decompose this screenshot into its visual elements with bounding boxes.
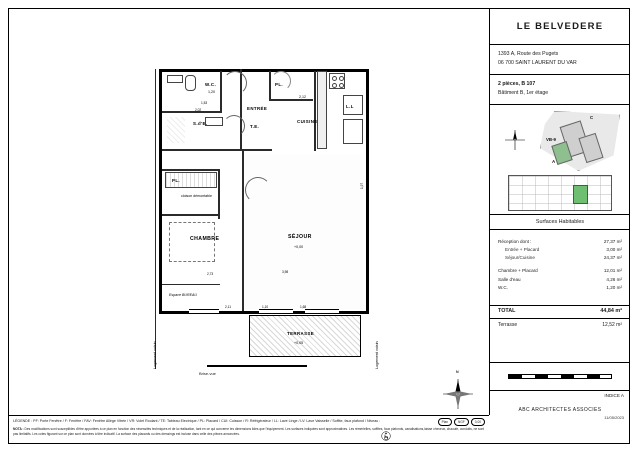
partition-hall-bottom	[162, 149, 242, 151]
partition-bedroom-right	[242, 151, 244, 311]
scale-bar-block	[490, 363, 630, 391]
room-level-sejour: +0,00	[294, 245, 304, 249]
legend-block	[9, 415, 489, 443]
key-plan-highlight-unit	[573, 185, 588, 204]
surface-label: Séjour/Cuisine	[505, 255, 535, 261]
window-sejour-2	[305, 309, 339, 314]
agency-name: ABC ARCHITECTES ASSOCIES	[518, 407, 602, 413]
partition-closet-top	[162, 169, 220, 171]
surface-value: 1,20 m²	[606, 285, 622, 291]
wall-right	[366, 69, 369, 314]
surface-label: Entrée + Placard	[505, 246, 540, 252]
fixture-wc-sink	[167, 75, 183, 83]
window-sejour-1	[259, 309, 293, 314]
legend-note-text: Des modifications sont susceptibles d'être apportées à ce plan en fonction des nécessités techniques et de la réalisation, tant en ce qui concerne les dimensions lides que l'équipement. Les surfaces indiquées sont approximatives. Les rémérielles, soffites, faux plafonds, canalisations,laisse cheveux, chauufe, conduits, ne sont pas limitatifs. Les cotes figurant sur ce plan sont données à titre indicatif. La surface des placards ou des dressings est incluse dans celle des pièces annoncées.	[13, 426, 485, 436]
bedroom-furniture-outline	[169, 222, 215, 262]
dim-sejour: 3,98	[282, 270, 289, 274]
label-cloison-demontable: cloison démontable	[181, 194, 212, 198]
partition-placard-left	[269, 71, 271, 101]
room-label-cuisine: CUISINE	[297, 119, 318, 124]
neighbour-line-left	[155, 69, 156, 369]
site-label-a: A	[552, 159, 556, 164]
surface-label: Réception dont :	[498, 238, 532, 244]
partition-closet-right	[218, 169, 220, 219]
table-row	[498, 254, 622, 262]
surface-value: 12,01 m²	[603, 268, 622, 274]
project-address	[490, 45, 630, 75]
wall-top	[159, 69, 369, 72]
label-brise-vue: Brise-vue	[199, 371, 216, 376]
title-block	[489, 9, 629, 420]
partition-wc-bottom	[162, 111, 222, 113]
room-label-ll: L.L	[346, 104, 354, 109]
terrasse-label: Terrasse	[498, 321, 518, 328]
north-arrow	[441, 370, 475, 411]
pmr-icon-svg	[381, 431, 391, 441]
table-row	[498, 267, 622, 275]
brise-vue-line	[207, 365, 307, 367]
legend-badge-ngf: NGF	[454, 418, 469, 426]
surfaces-rows	[490, 230, 630, 295]
wall-left	[159, 69, 162, 314]
room-label-wc: W.C.	[205, 82, 217, 87]
terrasse-value: 12,52 m²	[602, 321, 622, 328]
table-row	[498, 237, 622, 245]
room-label-te: T.E.	[250, 124, 260, 129]
window-chambre	[189, 309, 219, 314]
room-label-entree: ENTRÉE	[247, 106, 268, 111]
fixture-fridge	[343, 119, 363, 144]
partition-wc-right	[220, 71, 222, 113]
fixture-kitchen-counter	[317, 71, 327, 149]
indice-block	[490, 391, 630, 424]
surfaces-header: Surfaces Habitables	[490, 215, 630, 230]
indice-label: INDICE A	[604, 393, 624, 398]
surface-label: Salle d'eau	[498, 276, 521, 282]
room-label-placard-entry: PL.	[275, 82, 284, 87]
dim-placard: 2,12	[299, 95, 306, 99]
terrace-area	[249, 315, 361, 357]
dim-wc-2: 2,02	[195, 108, 202, 112]
dim-bottom-1: 2,11	[225, 305, 231, 309]
table-row	[498, 275, 622, 283]
floor-plan-drawing	[9, 9, 489, 415]
fixture-burner-1	[332, 76, 337, 81]
surface-label: Chambre + Placard	[498, 268, 538, 274]
dim-right-vertical: 1,97	[360, 182, 364, 189]
dim-chambre: 2,73	[207, 272, 214, 276]
fixture-burner-2	[339, 76, 344, 81]
site-north-svg	[504, 129, 526, 151]
fixture-shower-tray	[167, 117, 185, 143]
door-wc	[223, 71, 247, 95]
lot-info	[490, 75, 630, 105]
document-date: 11/05/2023	[604, 415, 624, 420]
fixture-burner-3	[332, 83, 337, 88]
partition-kitchen-right	[314, 71, 316, 151]
surfaces-total	[490, 305, 630, 314]
partition-closet-bottom	[162, 214, 220, 216]
lot-line-2: Bâtiment B, 1er étage	[498, 90, 549, 97]
dim-bottom-2: 1,10	[262, 305, 269, 309]
fixture-burner-4	[339, 83, 344, 88]
room-label-sde: S.d'E.	[193, 121, 208, 126]
scale-bar	[508, 374, 612, 379]
door-bedroom	[245, 177, 271, 203]
legend-note	[9, 424, 489, 437]
legend-note-label: NOTA :	[13, 426, 24, 431]
address-line-1: 1393 A, Route des Pugets	[498, 51, 559, 57]
site-locator	[490, 105, 630, 215]
door-bathroom	[223, 115, 245, 137]
surface-value: 24,37 m²	[603, 255, 622, 261]
surface-value: 4,26 m²	[606, 276, 622, 282]
pmr-accessibility-icon	[381, 431, 391, 441]
surface-value: 27,37 m²	[603, 238, 622, 244]
total-value: 44,84 m²	[600, 307, 622, 314]
site-north-icon	[504, 129, 526, 151]
surface-label: W.C.	[498, 285, 508, 291]
dim-wc-1: 1,53	[201, 101, 208, 105]
surfaces-terrasse	[490, 318, 630, 328]
total-label: TOTAL	[498, 307, 516, 314]
north-label: N	[456, 370, 459, 374]
legend-abbreviations: LÉGENDE : PF: Porte Fenêtre / F: Fenêtre / FAV: Fenêtre Allège Vitrée / VR: Volet Roulant / TE: Tableau Electrique / PL: Placard / CUI: Cuisson / R: Réfrigérateur / LL: Lave Linge / LV: Lave Vaisselle / Soffite, faux plafond / Niveau :	[13, 418, 381, 423]
room-label-placard-bedroom: PL.	[172, 178, 181, 183]
address-line-2: 06 700 SAINT LAURENT DU VAR	[498, 59, 577, 66]
site-map	[494, 109, 626, 171]
site-label-vb9: VB-9	[546, 137, 557, 142]
site-label-c: C	[590, 115, 594, 120]
legend-badges	[438, 418, 485, 426]
fixture-wc-bowl	[185, 75, 196, 91]
room-label-sejour: SÉJOUR	[288, 234, 312, 240]
label-neighbour-left: Logement voisin	[153, 341, 157, 369]
legend-badge-level: 0,00	[471, 418, 485, 426]
floor-key-plan	[508, 175, 612, 211]
label-neighbour-right: Logement voisin	[375, 341, 379, 369]
room-area-wc: 1,20	[208, 90, 215, 94]
dim-bottom-3: 1,68	[300, 305, 307, 309]
fixture-vanity	[205, 117, 223, 126]
legend-badge-plan: Plan	[438, 418, 452, 426]
key-plan-grid	[508, 175, 612, 211]
room-level-terrasse: +0,05	[294, 341, 304, 345]
surfaces-table	[490, 215, 630, 363]
partition-placard-bottom	[269, 99, 313, 101]
north-arrow-svg	[441, 377, 475, 411]
table-row	[498, 245, 622, 253]
table-row	[498, 283, 622, 291]
surface-value: 3,00 m²	[606, 246, 622, 252]
room-label-bureau: Espace BUREAU	[169, 293, 197, 297]
project-title: LE BELVEDERE	[490, 9, 630, 45]
room-label-terrasse: TERRASSE	[287, 331, 315, 336]
room-label-chambre: CHAMBRE	[190, 236, 220, 242]
partition-te	[242, 149, 272, 151]
door-placard	[271, 71, 291, 91]
lot-line-1: 2 pièces, B 107	[498, 81, 536, 87]
partition-bureau-top	[162, 284, 220, 285]
